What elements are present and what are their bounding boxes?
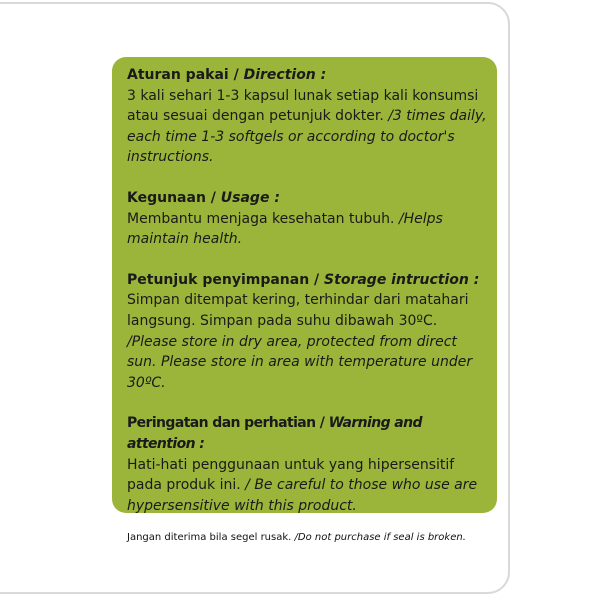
- warning-text-id: Hati-hati penggunaan untuk yang hipersensitif pada produk ini.: [127, 456, 455, 494]
- storage-text-id: Simpan ditempat kering, terhindar dari matahari langsung. Simpan pada suhu dibawah 30ºC.: [127, 292, 469, 329]
- seal-warning-note: [127, 532, 466, 543]
- instructions-box: [112, 57, 497, 513]
- usage-text-id: Membantu menjaga kesehatan tubuh.: [127, 210, 399, 227]
- direction-text-id: 3 kali sehari 1-3 kapsul lunak setiap kali konsumsi atau sesuai dengan petunjuk dokter.: [127, 87, 479, 125]
- warning-text: [127, 455, 487, 517]
- usage-section: [127, 188, 487, 250]
- warning-heading-en: Warning and attention :: [127, 415, 422, 452]
- direction-section: [127, 65, 487, 168]
- usage-text: [127, 209, 487, 250]
- warning-heading-id: Peringatan dan perhatian /: [127, 415, 329, 432]
- usage-heading-id: Kegunaan /: [127, 189, 221, 206]
- warning-heading: [127, 413, 487, 454]
- usage-text-en: /Helps maintain health.: [127, 210, 443, 248]
- usage-heading: [127, 188, 487, 209]
- storage-text-en: /Please store in dry area, protected from direct sun. Please store in area with temperature under 30ºC.: [127, 333, 473, 391]
- direction-heading: [127, 65, 487, 86]
- storage-section: [127, 270, 487, 394]
- warning-text-en: / Be careful to those who use are hypersensitive with this product.: [127, 477, 478, 514]
- direction-text: [127, 86, 487, 168]
- storage-heading-en: Storage intruction :: [324, 271, 480, 288]
- storage-heading: [127, 270, 487, 291]
- usage-heading-en: Usage :: [220, 189, 280, 206]
- storage-text: [127, 290, 487, 393]
- direction-heading-en: Direction :: [243, 67, 327, 83]
- seal-warning-en: /Do not purchase if seal is broken.: [294, 532, 466, 543]
- storage-heading-id: Petunjuk penyimpanan /: [127, 271, 325, 288]
- direction-text-en: /3 times daily, each time 1-3 softgels or according to doctor's instructions.: [127, 108, 487, 166]
- warning-section: [127, 413, 487, 516]
- seal-warning-id: Jangan diterima bila segel rusak.: [127, 532, 295, 543]
- direction-heading-id: Aturan pakai /: [127, 67, 244, 83]
